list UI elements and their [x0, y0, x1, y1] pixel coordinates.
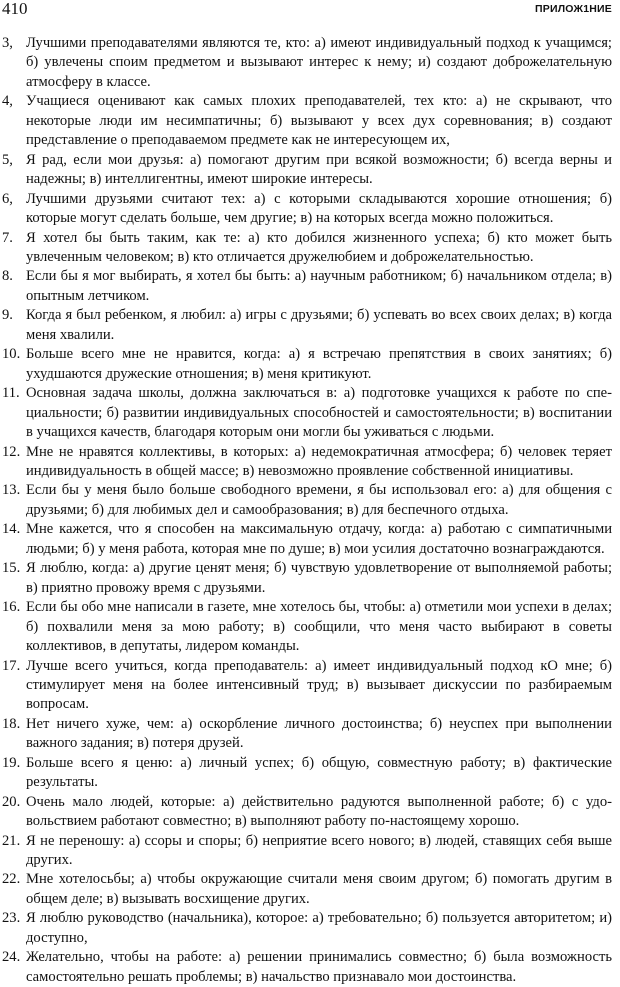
item-text: Учащиеся оценивают как самых плохих преподавателей, тех кто: а) не скрывают, что некоторые люди им несимпатичны; б) вызывают у всех дух соревнования; в) создают представление о преподаваемом предмете как не интересующем их, — [26, 93, 612, 149]
item-number: 10. — [2, 346, 21, 363]
item-text: Я люблю, когда: а) другие ценят меня; б) чувствую удовлетворение от выполняемой работы; в) приятно провожу время с друзьями. — [26, 560, 612, 596]
item-text: Я рад, если мои друзья: а) помогают другим при всякой возможности; б) всегда верны и надежны; в) интеллигентны, имеют широкие интересы. — [26, 151, 612, 188]
list-item — [0, 190, 612, 229]
list-item — [0, 754, 612, 793]
item-number: 19. — [2, 754, 21, 771]
item-text: Если бы обо мне написали в газете, мне хотелось бы, чтобы: а) отметили мои успехи в делах; б) похвалили меня за мою работу; в) сообщили, что меня часто выбирают в советы коллективов, в депутаты, лидером команды. — [26, 599, 612, 655]
item-text: Мне хотелосьбы; а) чтобы окружающие считали меня своим другом; б) помогать другим в общем деле; в) вызывать восхищение других. — [26, 871, 612, 907]
item-text: Нет ничего хуже, чем: а) оскорбление личного достоинства; б) неуспех при выполнении важного задания; в) потеря друзей. — [26, 715, 612, 752]
list-item — [0, 443, 612, 482]
list-item — [0, 832, 612, 871]
questionnaire-list — [0, 34, 612, 987]
list-item — [0, 598, 612, 656]
item-number: 6, — [2, 190, 13, 207]
item-text: Очень мало людей, которые: а) действительно радуются выполненной работе; б) с удовольствием работают совместно; в) выполняют работу по-настоящему хорошо. — [26, 793, 612, 830]
item-number: 11. — [2, 385, 20, 402]
list-item — [0, 657, 612, 715]
item-text: Лучшими друзьями считают тех: а) с которыми складываются хорошие отношения; б) которые могут сделать больше, чем другие; в) на которых всегда можно положиться. — [26, 190, 612, 227]
item-number: 8. — [2, 268, 13, 285]
list-item — [0, 34, 612, 92]
item-number: 15. — [2, 560, 21, 577]
item-text: Лучшими преподавателями являются те, кто: а) имеют индивидуальный подход к учащимся; б) увлечены споим предметом и вызывают интерес к нему; и) создают доброжелательную атмосферу в классе. — [26, 35, 612, 90]
page-header — [0, 0, 620, 18]
item-text: Я люблю руководство (начальника), которое: а) требовательно; б) пользуется авторитетом; и) доступно, — [26, 910, 612, 946]
list-item — [0, 559, 612, 598]
list-item — [0, 948, 612, 987]
item-number: 16. — [2, 599, 21, 616]
list-item — [0, 520, 612, 559]
item-text: Лучше всего учиться, когда преподаватель: а) имеет индивидуальный подход кО мне; б) стимулирует меня на более интенсивный труд; в) вызывает дискуссии по разбираемым вопросам. — [26, 657, 612, 713]
list-item — [0, 151, 612, 190]
list-item — [0, 92, 612, 150]
list-item — [0, 481, 612, 520]
list-item — [0, 345, 612, 384]
item-number: 12. — [2, 443, 21, 460]
item-text: Если бы я мог выбирать, я хотел бы быть: а) научным работником; б) начальником отдела; в) опытным летчиком. — [26, 268, 612, 304]
item-text: Больше всего мне не нравится, когда: а) я встречаю препятствия в своих занятиях; б) ухудшаются дружеские отношения; в) меня критикуют. — [26, 346, 612, 382]
item-text: Больше всего я ценю: а) личный успех; б) общую, совместную работу; в) фактические результаты. — [26, 754, 612, 791]
item-number: 23. — [2, 910, 21, 927]
list-item — [0, 793, 612, 832]
item-number: 4, — [2, 93, 13, 110]
item-number: 22. — [2, 871, 21, 888]
item-text: Мне кажется, что я способен на максимальную отдачу, когда: а) работаю с симпатичными людьми; б) у меня работа, которая мне по душе; в) мои усилия достаточно вознаграждаются. — [26, 521, 612, 557]
item-text: Я хотел бы быть таким, как те: а) кто добился жизненного успеха; б) кто может быть увлеченным человеком; в) кто отличается дружелюбием и доброжелательностью. — [26, 229, 612, 265]
list-item — [0, 715, 612, 754]
item-number: 9. — [2, 307, 13, 324]
item-text: Когда я был ребенком, я любил: а) игры с друзьями; б) успевать во всех своих делах; в) когда меня хвалили. — [26, 307, 612, 343]
item-number: 18. — [2, 715, 21, 732]
item-number: 14. — [2, 521, 21, 538]
list-item — [0, 306, 612, 345]
item-text: Я не переношу: а) ссоры и споры; б) неприятие всего нового; в) людей, ставящих себя выше других. — [26, 832, 612, 869]
item-number: 7. — [2, 229, 13, 246]
page-number: 410 — [2, 0, 28, 18]
list-item — [0, 909, 612, 948]
list-item — [0, 267, 612, 306]
item-number: 24. — [2, 949, 21, 966]
item-number: 13. — [2, 482, 21, 499]
item-text: Если бы у меня было больше свободного времени, я бы использовал его: а) для общения с друзьями; б) для любимых дел и самообразования; в) для беспечного отдыха. — [26, 482, 612, 518]
item-number: 5, — [2, 151, 13, 168]
running-head: ПРИЛОЖ1НИЕ — [535, 3, 612, 15]
item-text: Мне не нравятся коллективы, в которых: а) недемократичная атмосфера; б) человек теряет индивидуальность в общей массе; в) невозможно проявление собственной инициативы. — [26, 443, 612, 479]
item-number: 3, — [2, 35, 13, 51]
list-item — [0, 870, 612, 909]
list-item — [0, 384, 612, 442]
item-text: Желательно, чтобы на работе: а) решении принимались совместно; б) была возможность самостоятельно решать проблемы; в) начальство признавало мои достоинства. — [26, 949, 612, 985]
item-number: 17. — [2, 657, 21, 674]
item-number: 20. — [2, 793, 21, 810]
item-number: 21. — [2, 832, 21, 849]
item-text: Основная задача школы, должна заключаться в: а) подготовке учащихся к работе по специальности; б) развитии индивидуальных способностей и самостоятельности; в) воспитании в учащихся качеств, благодаря которым они могли бы уживаться с людьми. — [26, 385, 612, 441]
list-item — [0, 229, 612, 268]
